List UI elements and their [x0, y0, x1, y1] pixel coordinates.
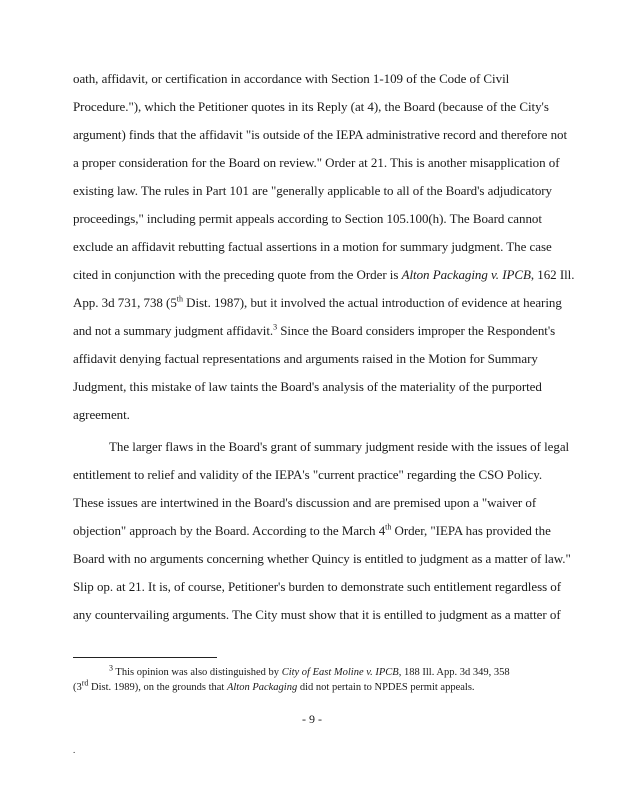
- text-run: This opinion was also distinguished by: [113, 667, 282, 678]
- body-line: Slip op. at 21. It is, of course, Petitioner's burden to demonstrate such entitlement regardless of: [73, 579, 562, 594]
- body-line: agreement.: [73, 407, 130, 422]
- text-run: , 162 Ill.: [530, 267, 575, 282]
- text-run: Since the Board considers improper the Respondent's: [277, 323, 556, 338]
- body-line: [73, 523, 551, 539]
- text-run: did not pertain to NPDES permit appeals.: [297, 682, 475, 693]
- paragraph-first-line: The larger flaws in the Board's grant of summary judgment reside with the issues of legal: [109, 439, 570, 454]
- text-run: Dist. 1989), on the grounds that: [88, 682, 227, 693]
- body-line: exclude an affidavit rebutting factual assertions in a motion for summary judgment. The case: [73, 239, 552, 254]
- page-number: - 9 -: [302, 712, 322, 726]
- footnote-ref: 3: [273, 322, 278, 332]
- body-line: Judgment, this mistake of law taints the Board's analysis of the materiality of the purported: [73, 379, 542, 394]
- body-line: These issues are intertwined in the Board's discussion and are premised upon a "waiver of: [73, 495, 537, 510]
- body-line: [73, 323, 555, 339]
- text-run: Dist. 1987), but it involved the actual introduction of evidence at hearing: [182, 295, 562, 310]
- superscript: rd: [81, 678, 89, 688]
- text-run: (3: [73, 682, 82, 693]
- body-line: oath, affidavit, or certification in accordance with Section 1-109 of the Code of Civil: [73, 71, 510, 86]
- text-run: objection" approach by the Board. According to the March 4: [73, 523, 386, 538]
- text-run: cited in conjunction with the preceding quote from the Order is: [73, 267, 402, 282]
- superscript: th: [385, 522, 392, 532]
- case-citation: City of East Moline v. IPCB: [281, 667, 399, 678]
- footnote-line: [109, 663, 510, 679]
- body-line: entitlement to relief and validity of the IEPA's "current practice" regarding the CSO Policy.: [73, 467, 543, 482]
- body-line: proceedings," including permit appeals according to Section 105.100(h). The Board cannot: [73, 211, 542, 226]
- body-line: Board with no arguments concerning whether Quincy is entitled to judgment as a matter of law.": [73, 551, 571, 566]
- body-line: a proper consideration for the Board on review." Order at 21. This is another misapplication of: [73, 155, 560, 170]
- case-citation: Alton Packaging: [226, 682, 298, 693]
- body-line: Procedure."), which the Petitioner quotes in its Reply (at 4), the Board (because of the City's: [73, 99, 549, 114]
- text-run: and not a summary judgment affidavit.: [73, 323, 274, 338]
- body-line: affidavit denying factual representations and arguments raised in the Motion for Summary: [73, 351, 538, 366]
- stray-mark: .: [73, 745, 76, 755]
- footnote-line: [73, 678, 475, 694]
- footnote-divider: [73, 657, 217, 658]
- case-citation: Alton Packaging v. IPCB: [401, 267, 531, 282]
- text-run: , 188 Ill. App. 3d 349, 358: [398, 667, 510, 678]
- body-line: existing law. The rules in Part 101 are "generally applicable to all of the Board's adjudicatory: [73, 183, 553, 198]
- text-run: Order, "IEPA has provided the: [391, 523, 551, 538]
- body-line: [73, 295, 562, 311]
- body-line: any countervailing arguments. The City must show that it is entilled to judgment as a matter of: [73, 607, 561, 622]
- body-line: [73, 267, 574, 283]
- superscript: th: [176, 294, 183, 304]
- footnote-marker: 3: [109, 663, 113, 673]
- text-run: App. 3d 731, 738 (5: [73, 295, 177, 310]
- body-line: argument) finds that the affidavit "is outside of the IEPA administrative record and therefore not: [73, 127, 568, 142]
